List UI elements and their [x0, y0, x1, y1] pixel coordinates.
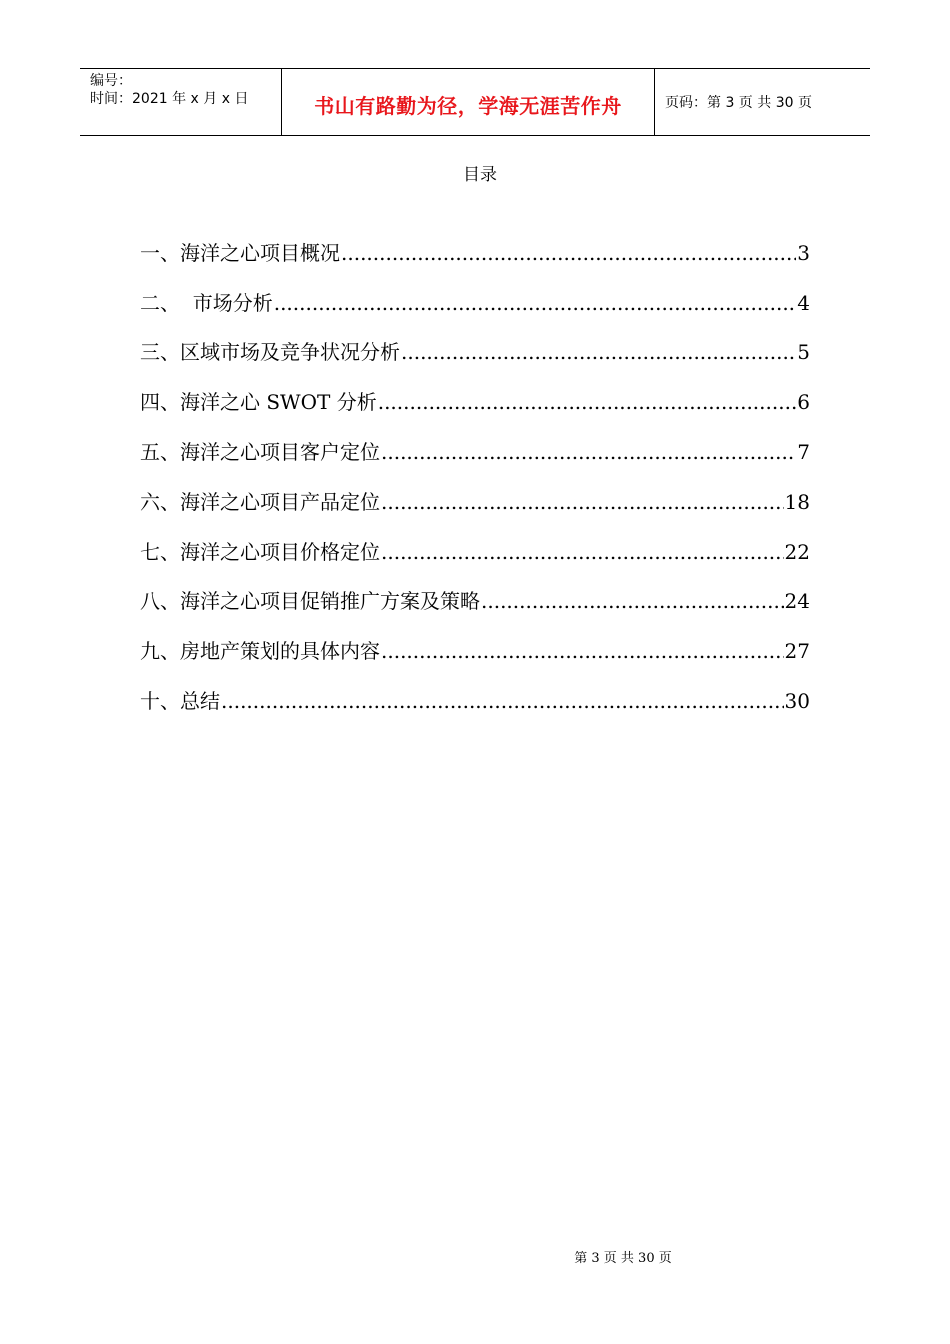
- toc-entry[interactable]: [140, 468, 810, 518]
- toc-entry-label: 八、海洋之心项目促销推广方案及策略: [140, 589, 480, 614]
- toc-entry[interactable]: [140, 269, 810, 319]
- header-page-info: 页码：第 3 页 共 30 页: [665, 95, 812, 111]
- document-date-label: 时间：2021 年 x 月 x 日: [90, 91, 249, 107]
- toc-entry[interactable]: [140, 319, 810, 369]
- toc-dot-leader: [378, 386, 797, 418]
- toc-entry[interactable]: [140, 219, 810, 269]
- header-motto-cell: [282, 69, 655, 135]
- toc-entry[interactable]: [140, 667, 810, 717]
- toc-dot-leader: [274, 287, 797, 319]
- toc-entry-page: 3: [797, 240, 810, 265]
- toc-entry-page: 5: [797, 340, 810, 365]
- toc-entry-label: 七、海洋之心项目价格定位: [140, 539, 380, 564]
- toc-entry-label: 六、海洋之心项目产品定位: [140, 489, 380, 514]
- toc-entry-label: 一、海洋之心项目概况: [140, 240, 340, 265]
- toc-dot-leader: [221, 685, 784, 717]
- toc-entry[interactable]: [140, 568, 810, 618]
- toc-entry-label: 十、总结: [140, 688, 220, 713]
- document-number-label: 编号：: [90, 73, 132, 89]
- toc-entry-label: 三、区域市场及竞争状况分析: [140, 340, 400, 365]
- toc-entry-page: 27: [784, 639, 810, 664]
- page-footer: 第 3 页 共 30 页: [574, 1251, 672, 1266]
- toc-entry-label: 二、 市场分析: [140, 290, 273, 315]
- toc-entry-label: 五、海洋之心项目客户定位: [140, 439, 380, 464]
- header-page-cell: [655, 69, 870, 135]
- toc-entry-page: 24: [784, 589, 810, 614]
- page-header: [80, 68, 870, 136]
- toc-title: 目录: [463, 165, 497, 185]
- toc-entry[interactable]: [140, 518, 810, 568]
- toc-entry-page: 30: [784, 688, 810, 713]
- toc-dot-leader: [381, 536, 784, 568]
- toc-dot-leader: [381, 635, 784, 667]
- toc-entry[interactable]: [140, 617, 810, 667]
- toc-dot-leader: [481, 585, 784, 617]
- toc-entry[interactable]: [140, 418, 810, 468]
- toc-entry-page: 6: [797, 390, 810, 415]
- table-of-contents: [140, 219, 810, 717]
- toc-entry-label: 四、海洋之心 SWOT 分析: [140, 390, 377, 415]
- toc-entry-label: 九、房地产策划的具体内容: [140, 639, 380, 664]
- toc-entry-page: 22: [784, 539, 810, 564]
- toc-dot-leader: [381, 486, 784, 518]
- header-meta-cell: [80, 69, 282, 135]
- toc-entry-page: 4: [797, 290, 810, 315]
- toc-entry[interactable]: [140, 368, 810, 418]
- toc-entry-page: 7: [797, 439, 810, 464]
- toc-dot-leader: [341, 237, 796, 269]
- toc-dot-leader: [381, 436, 796, 468]
- toc-entry-page: 18: [784, 489, 810, 514]
- toc-dot-leader: [401, 336, 796, 368]
- header-motto: 书山有路勤为径，学海无涯苦作舟: [314, 93, 622, 118]
